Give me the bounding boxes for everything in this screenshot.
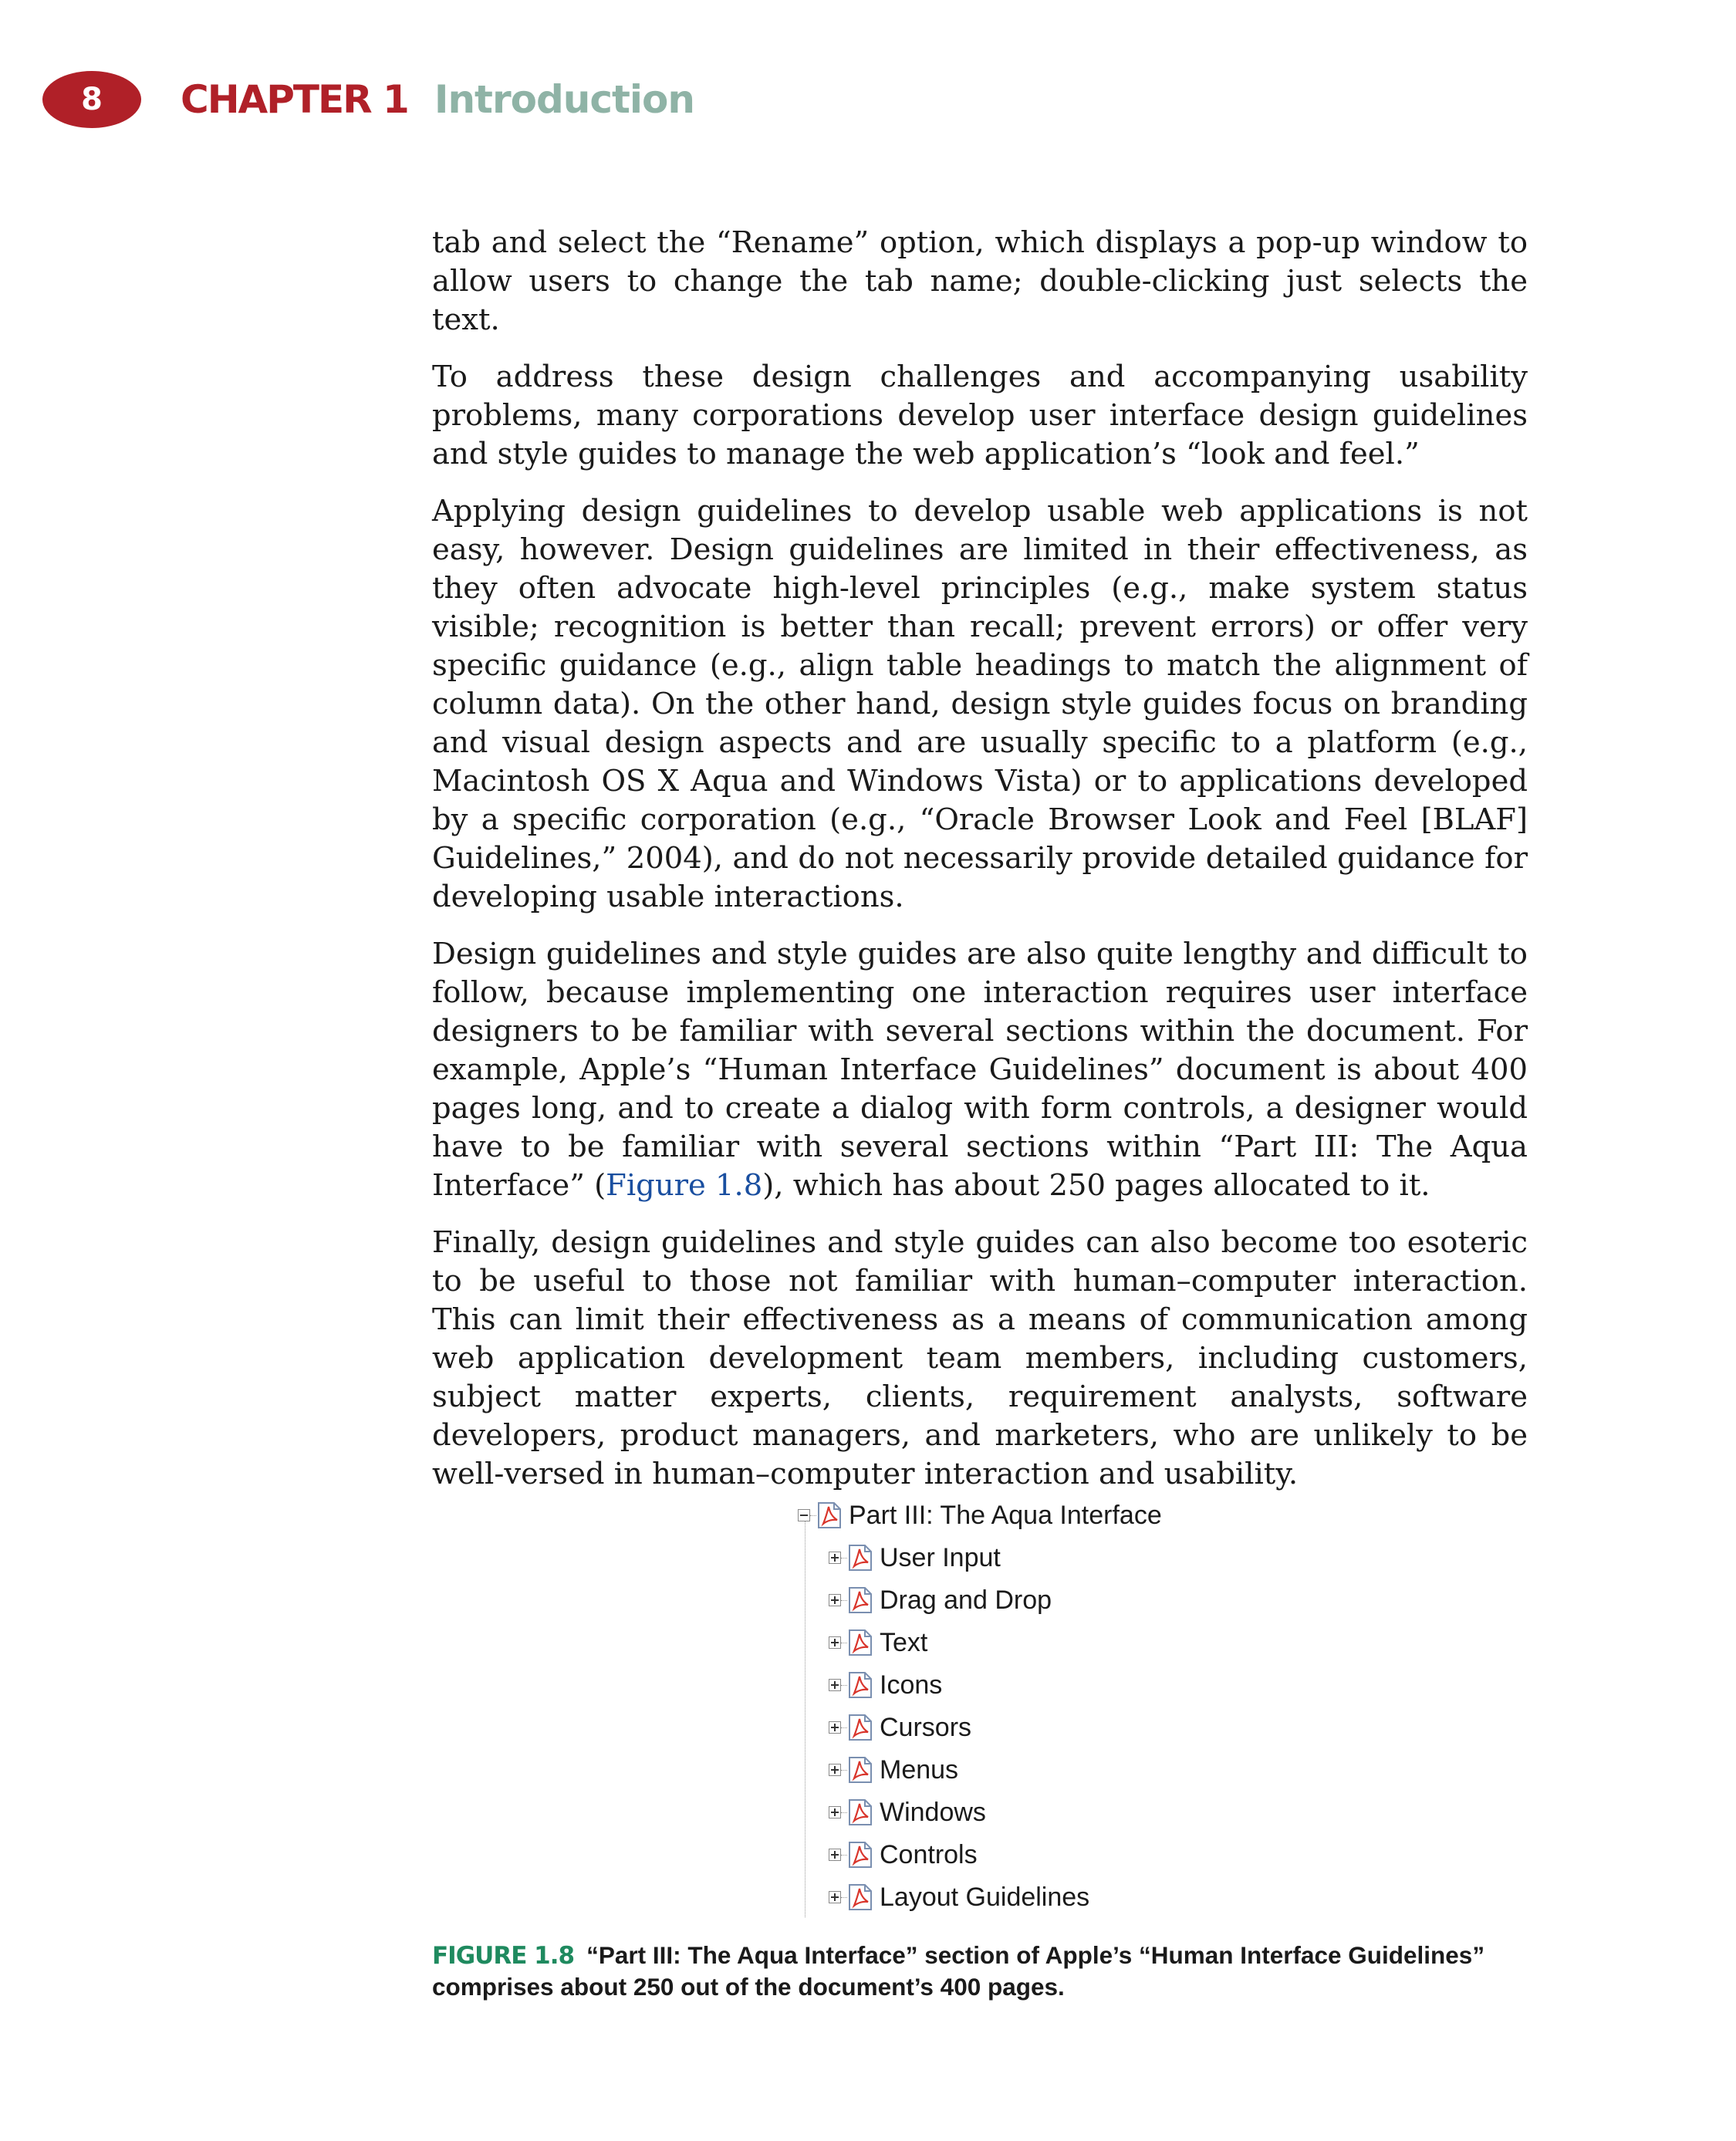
tree-item-label[interactable]: Layout Guidelines [880, 1882, 1090, 1912]
expand-toggle-icon[interactable] [829, 1636, 841, 1649]
tree-item-label[interactable]: Windows [880, 1797, 986, 1827]
expand-toggle-icon[interactable] [829, 1679, 841, 1691]
tree-item[interactable] [829, 1541, 1001, 1575]
expand-toggle-icon[interactable] [829, 1721, 841, 1734]
tree-root-node[interactable] [798, 1498, 1162, 1532]
tree-item[interactable] [829, 1753, 958, 1787]
tree-item[interactable] [829, 1668, 942, 1702]
expand-toggle-icon[interactable] [829, 1764, 841, 1776]
paragraph-2: To address these design challenges and accompanying usability problems, many corporations develop user interface design guidelines and style guides to manage the web application’s “look and feel.” [432, 360, 1528, 471]
tree-connector [841, 1897, 847, 1898]
tree-connector [841, 1855, 847, 1856]
paragraph-1: tab and select the “Rename” option, which displays a pop-up window to allow users to change the tab name; double-clicking just selects the text. [432, 225, 1528, 337]
pdf-document-icon [847, 1840, 873, 1869]
tree-connector [841, 1600, 847, 1601]
tree-item[interactable] [829, 1710, 971, 1744]
tree-item-label[interactable]: User Input [880, 1542, 1001, 1572]
tree-item[interactable] [829, 1838, 978, 1872]
page-number-badge [42, 71, 141, 128]
figure-caption [432, 1940, 1543, 2002]
pdf-document-icon [847, 1798, 873, 1827]
tree-guide-line [805, 1520, 806, 1917]
expand-toggle-icon[interactable] [829, 1552, 841, 1564]
paragraph-3: Applying design guidelines to develop usable web applications is not easy, however. Design guidelines are limited in their effectiveness, as they often advocate high-level principles (e.g., make system status visible; recognition is better than recall; prevent errors) or offer very specific guidance (e.g., align table headings to match the alignment of column data). On the other hand, design style guides focus on branding and visual design aspects and are usually specific to a platform (e.g., Macintosh OS X Aqua and Windows Vista) or to applications developed by a specific corporation (e.g., “Oracle Browser Look and Feel [BLAF] Guidelines,” 2004), and do not necessarily provide detailed guidance for developing usable interactions. [432, 494, 1528, 914]
tree-connector [810, 1515, 816, 1516]
collapse-toggle-icon[interactable] [798, 1509, 810, 1521]
tree-connector [841, 1685, 847, 1686]
tree-item-label[interactable]: Icons [880, 1670, 943, 1700]
pdf-document-icon [847, 1628, 873, 1657]
pdf-document-icon [816, 1501, 843, 1530]
pdf-document-icon [847, 1883, 873, 1912]
figure-caption-label: FIGURE 1.8 [432, 1942, 575, 1970]
tree-item[interactable] [829, 1880, 1089, 1914]
tree-connector [841, 1770, 847, 1771]
pdf-document-icon [847, 1755, 873, 1785]
chapter-title: Introduction [434, 77, 694, 122]
figure-tree-view [798, 1498, 1338, 1921]
tree-item-label[interactable]: Controls [880, 1839, 978, 1869]
tree-item-label[interactable]: Cursors [880, 1712, 972, 1742]
tree-connector [841, 1812, 847, 1813]
tree-item[interactable] [829, 1583, 1052, 1617]
figure-reference-link[interactable]: Figure 1.8 [606, 1168, 763, 1203]
tree-root-label[interactable]: Part III: The Aqua Interface [849, 1500, 1162, 1530]
tree-item[interactable] [829, 1626, 927, 1660]
tree-item-label[interactable]: Drag and Drop [880, 1585, 1052, 1615]
expand-toggle-icon[interactable] [829, 1849, 841, 1861]
tree-connector [841, 1727, 847, 1728]
chapter-label: CHAPTER 1 [181, 77, 408, 122]
pdf-document-icon [847, 1713, 873, 1742]
tree-item[interactable] [829, 1795, 986, 1829]
tree-item-label[interactable]: Text [880, 1627, 928, 1657]
paragraph-4 [432, 935, 1528, 1205]
body-text [432, 224, 1528, 1512]
paragraph-4-text-b: ), which has about 250 pages allocated to it. [762, 1168, 1430, 1203]
pdf-document-icon [847, 1585, 873, 1615]
expand-toggle-icon[interactable] [829, 1594, 841, 1606]
paragraph-4-text-a: Design guidelines and style guides are also quite lengthy and difficult to follow, because implementing one interaction requires user interface designers to be familiar with several sections within the document. For example, Apple’s “Human Interface Guidelines” document is about 400 pages long, and to create a dialog with form controls, a designer would have to be familiar with several sections within “Part III: The Aqua Interface” ( [432, 937, 1528, 1203]
pdf-document-icon [847, 1543, 873, 1572]
paragraph-5: Finally, design guidelines and style guides can also become too esoteric to be useful to those not familiar with human–computer interaction. This can limit their effectiveness as a means of communication among web application development team members, including customers, subject matter experts, clients, requirement analysts, software developers, product managers, and marketers, who are unlikely to be well-versed in human–computer interaction and usability. [432, 1225, 1528, 1491]
running-head [181, 71, 694, 128]
tree-item-label[interactable]: Menus [880, 1754, 959, 1785]
figure-caption-text: “Part III: The Aqua Interface” section of Apple’s “Human Interface Guidelines” comprises about 250 out of the document’s 400 pages. [432, 1941, 1485, 2001]
expand-toggle-icon[interactable] [829, 1891, 841, 1903]
page-number: 8 [81, 82, 103, 117]
pdf-document-icon [847, 1670, 873, 1700]
expand-toggle-icon[interactable] [829, 1806, 841, 1818]
